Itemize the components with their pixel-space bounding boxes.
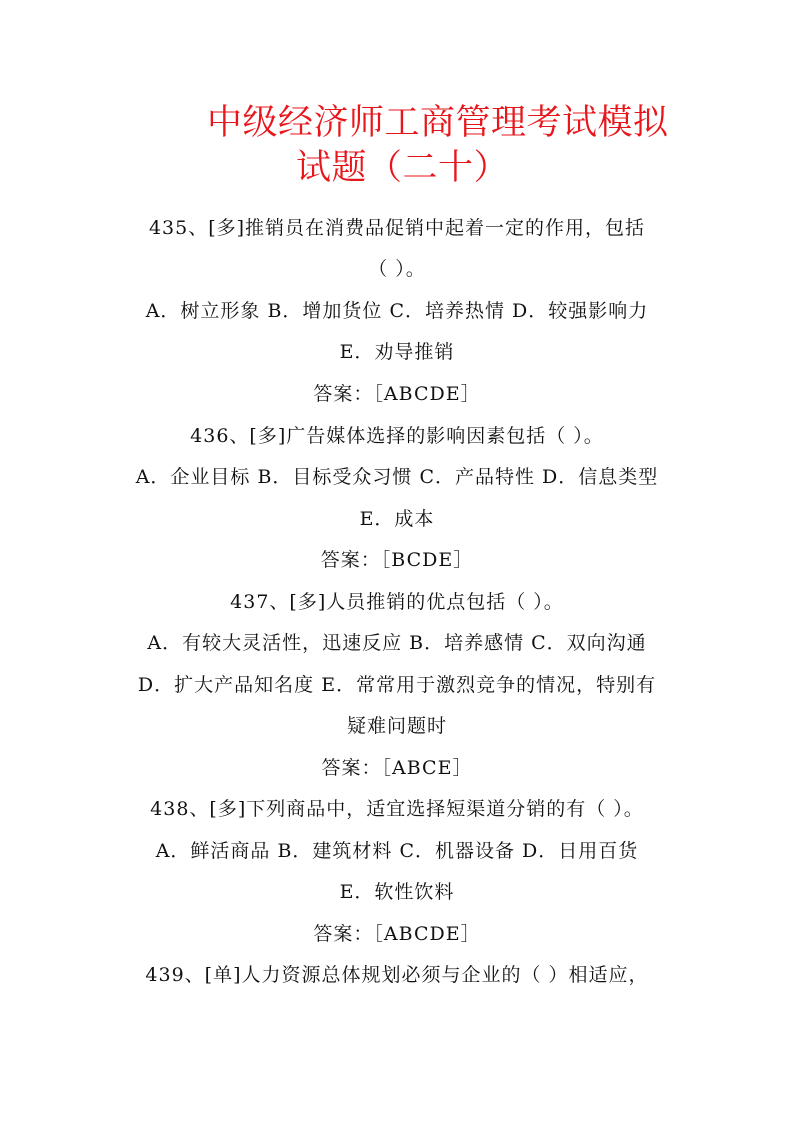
question-435-options-continued: E．劝导推销 <box>339 341 455 363</box>
question-435-answer: 答案：［ABCDE］ <box>313 383 481 405</box>
document-title-line-2: 试题（二十） <box>296 148 510 188</box>
question-439-stem: 439、[单]人力资源总体规划必须与企业的（ ）相适应， <box>145 964 649 986</box>
question-438-options-continued: E．软性饮料 <box>339 881 455 903</box>
question-436-options: A．企业目标 B．目标受众习惯 C．产品特性 D．信息类型 <box>135 466 659 488</box>
question-438-stem: 438、[多]下列商品中，适宜选择短渠道分销的有（ ）。 <box>150 798 644 820</box>
question-435-stem: 435、[多]推销员在消费品促销中起着一定的作用，包括 <box>148 217 646 239</box>
question-437-options-continued-2: 疑难问题时 <box>346 715 447 737</box>
question-435-stem-continued: （ ）。 <box>368 258 426 280</box>
question-435-options: A．树立形象 B．增加货位 C．培养热情 D．较强影响力 <box>145 300 649 322</box>
question-437-options-continued: D．扩大产品知名度 E．常常用于激烈竞争的情况，特别有 <box>137 674 657 696</box>
question-436-options-continued: E．成本 <box>359 508 435 530</box>
question-437-stem: 437、[多]人员推销的优点包括（ ）。 <box>230 591 564 613</box>
question-438-options: A．鲜活商品 B．建筑材料 C．机器设备 D．日用百货 <box>155 840 639 862</box>
question-436-stem: 436、[多]广告媒体选择的影响因素包括（ ）。 <box>190 425 604 447</box>
question-437-answer: 答案：［ABCE］ <box>321 757 473 779</box>
question-438-answer: 答案：［ABCDE］ <box>313 923 481 945</box>
question-437-options: A．有较大灵活性，迅速反应 B．培养感情 C．双向沟通 <box>147 632 647 654</box>
document-title-line-1: 中级经济师工商管理考试模拟 <box>207 103 669 143</box>
question-436-answer: 答案：［BCDE］ <box>320 549 474 571</box>
